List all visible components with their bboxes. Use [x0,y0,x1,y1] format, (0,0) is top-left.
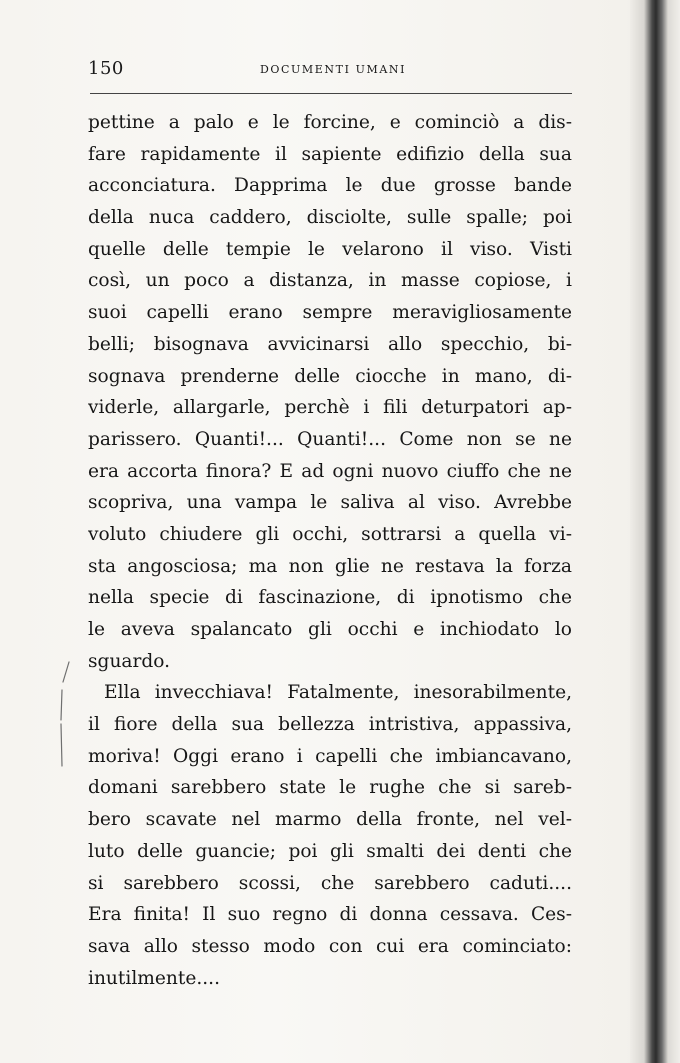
text-line: il fiore della sua bellezza intristiva, appassiva, [88,714,572,736]
page-number: 150 [88,58,124,79]
pencil-margin-mark [52,660,72,780]
book-binding-edge [630,0,680,1063]
text-line: belli; bisognava avvicinarsi allo specchio, bi- [88,333,572,355]
text-line: voluto chiudere gli occhi, sottrarsi a quella vi- [88,523,572,545]
text-line: sognava prenderne delle ciocche in mano, di- [88,365,572,387]
text-line: bero scavate nel marmo della fronte, nel vel- [88,809,572,831]
text-line: così, un poco a distanza, in masse copiose, i [88,270,572,292]
text-line: della nuca caddero, disciolte, sulle spalle; poi [88,207,572,229]
text-line: Era finita! Il suo regno di donna cessava. Ces- [88,904,572,926]
text-line: sta angosciosa; ma non glie ne restava la forza [88,555,572,577]
text-line: si sarebbero scossi, che sarebbero caduti.... [88,872,572,894]
text-line: domani sarebbero state le rughe che si sareb- [88,777,572,799]
page-header [88,58,572,82]
text-line: sguardo. [88,650,171,672]
text-line: era accorta finora? E ad ogni nuovo ciuffo che ne [88,460,572,482]
text-line: fare rapidamente il sapiente edifizio della sua [88,143,572,165]
text-line: scopriva, una vampa le saliva al viso. Avrebbe [88,492,572,514]
text-line: suoi capelli erano sempre meravigliosamente [88,302,572,324]
paragraph-2 [88,677,572,994]
text-line: quelle delle tempie le velarono il viso. Visti [88,238,572,260]
text-line: acconciatura. Dapprima le due grosse bande [88,175,572,197]
running-title: DOCUMENTI UMANI [260,63,407,76]
text-line: parissero. Quanti!... Quanti!... Come non se ne [88,428,572,450]
paragraph-1 [88,107,572,677]
body-text [88,107,572,994]
text-line: moriva! Oggi erano i capelli che imbiancavano, [88,745,572,767]
text-line: inutilmente.... [88,967,220,989]
text-line: le aveva spalancato gli occhi e inchiodato lo [88,619,572,640]
text-line: luto delle guancie; poi gli smalti dei denti che [88,840,572,862]
header-rule [90,93,572,94]
text-line: sava allo stesso modo con cui era cominciato: [88,935,572,957]
text-line: nella specie di fascinazione, di ipnotismo che [88,587,572,609]
text-line: Ella invecchiava! Fatalmente, inesorabilmente, [104,682,572,704]
text-line: pettine a palo e le forcine, e cominciò a dis- [88,112,572,133]
text-line: viderle, allargarle, perchè i fili deturpatori ap- [88,397,572,419]
